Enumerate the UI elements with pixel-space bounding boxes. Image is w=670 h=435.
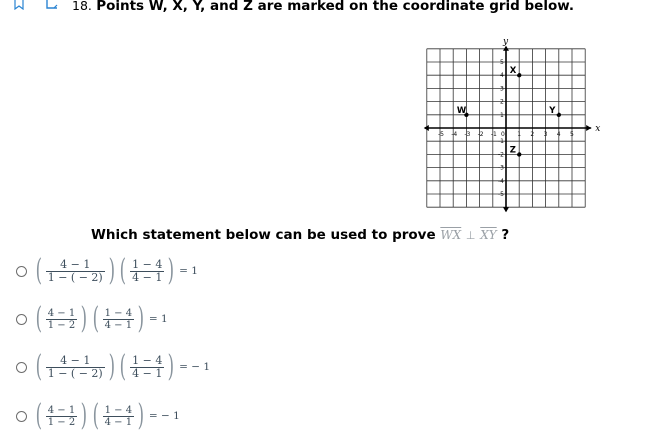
right-hand-side: = − 1 xyxy=(179,361,211,373)
left-paren: ( xyxy=(92,398,99,433)
numerator: 4 − 1 xyxy=(60,257,91,271)
bookmark-icon[interactable] xyxy=(14,0,24,10)
x-tick-label: -4 xyxy=(451,131,458,138)
choice-d-expression xyxy=(33,398,180,433)
statement-prefix: Which statement below can be used to prove xyxy=(91,227,441,243)
x-tick-label: -5 xyxy=(438,131,444,138)
x-axis-arrow-left xyxy=(424,125,429,131)
choice-d[interactable] xyxy=(16,398,180,433)
right-paren: ) xyxy=(108,253,115,288)
x-tick-label: 1 xyxy=(517,131,522,138)
choice-b[interactable] xyxy=(16,301,168,336)
denominator: 4 − 1 xyxy=(132,270,163,284)
segment-wx: $\overline{WX}$ xyxy=(440,228,462,242)
fraction-2 xyxy=(130,355,164,380)
denominator: 1 − 2 xyxy=(47,319,76,331)
left-paren: ( xyxy=(35,301,43,336)
x-tick-label: 3 xyxy=(543,131,548,138)
statement xyxy=(91,227,509,243)
choice-c[interactable] xyxy=(16,349,211,384)
choice-a[interactable] xyxy=(16,253,198,288)
y-tick-label: 2 xyxy=(500,98,504,106)
numerator: 1 − 4 xyxy=(132,353,163,367)
question-text: Points W, X, Y, and Z are marked on the coordinate grid below. xyxy=(96,0,574,14)
denominator: 4 − 1 xyxy=(104,416,133,428)
point-label-z: Z xyxy=(509,145,516,156)
fraction-2 xyxy=(103,308,134,331)
x-axis-arrow-right xyxy=(586,125,591,131)
numerator: 1 − 4 xyxy=(104,307,133,319)
right-paren: ) xyxy=(168,253,175,288)
right-hand-side: = 1 xyxy=(148,313,168,325)
left-paren: ( xyxy=(35,398,43,433)
radio-button[interactable] xyxy=(16,314,27,325)
fraction-1 xyxy=(46,308,77,331)
denominator: 1 − ( − 2) xyxy=(47,270,103,284)
radio-button[interactable] xyxy=(16,266,27,277)
denominator: 1 − 2 xyxy=(47,416,76,428)
x-tick-label: 0 xyxy=(501,131,505,138)
right-paren: ) xyxy=(137,301,145,336)
x-tick-label: 4 xyxy=(556,131,561,138)
denominator: 1 − ( − 2) xyxy=(47,366,103,380)
y-tick-label: 5 xyxy=(500,59,504,66)
coordinate-grid-svg xyxy=(418,30,602,216)
right-paren: ) xyxy=(168,349,175,384)
numerator: 4 − 1 xyxy=(47,404,76,416)
left-paren: ( xyxy=(120,253,127,288)
y-tick-label: 1 xyxy=(500,111,504,119)
x-tick-label: 5 xyxy=(570,131,574,138)
choice-c-expression xyxy=(33,349,211,384)
y-tick-label: 4 xyxy=(500,72,504,80)
denominator: 4 − 1 xyxy=(132,366,163,380)
right-paren: ) xyxy=(80,398,88,433)
radio-button[interactable] xyxy=(16,362,27,373)
left-paren: ( xyxy=(35,253,43,288)
y-axis-arrow-bottom xyxy=(503,207,509,212)
right-paren: ) xyxy=(137,398,145,433)
right-paren: ) xyxy=(108,349,115,384)
right-hand-side: = 1 xyxy=(179,265,198,277)
right-hand-side: = − 1 xyxy=(148,410,180,422)
question-number: 18. xyxy=(72,0,92,13)
x-tick-label: -2 xyxy=(477,131,484,138)
y-tick-label: -5 xyxy=(498,191,504,198)
y-tick-label: 3 xyxy=(500,85,504,93)
fraction-1 xyxy=(46,259,105,284)
statement-suffix: ? xyxy=(496,227,510,243)
denominator: 4 − 1 xyxy=(104,319,133,331)
y-tick-label: -3 xyxy=(498,164,504,172)
coordinate-grid xyxy=(418,30,602,216)
numerator: 4 − 1 xyxy=(47,307,76,319)
segment-xy: $\overline{XY}$ xyxy=(480,228,497,242)
note-icon[interactable] xyxy=(45,0,61,10)
left-paren: ( xyxy=(35,349,43,384)
y-tick-label: -2 xyxy=(498,151,504,159)
perpendicular-symbol: ⊥ xyxy=(465,229,476,242)
numerator: 4 − 1 xyxy=(60,353,91,367)
point-label-w: W xyxy=(456,105,467,116)
fraction-2 xyxy=(130,259,164,284)
choice-b-expression xyxy=(33,301,168,336)
fraction-2 xyxy=(103,405,134,428)
question-header xyxy=(72,0,574,14)
left-paren: ( xyxy=(92,301,99,336)
right-paren: ) xyxy=(80,301,88,336)
x-axis-label: x xyxy=(595,124,601,134)
radio-button[interactable] xyxy=(16,411,27,422)
fraction-1 xyxy=(46,355,105,380)
y-axis-label: y xyxy=(503,36,509,47)
x-tick-label: -3 xyxy=(464,131,471,138)
choice-a-expression xyxy=(33,253,198,288)
x-tick-label: -1 xyxy=(490,131,497,138)
y-tick-label: -4 xyxy=(498,177,504,185)
left-paren: ( xyxy=(120,349,127,384)
numerator: 1 − 4 xyxy=(132,257,163,271)
point-label-y: Y xyxy=(549,105,556,116)
x-tick-label: 2 xyxy=(530,131,535,138)
fraction-1 xyxy=(46,405,77,428)
y-tick-label: -1 xyxy=(498,138,504,146)
numerator: 1 − 4 xyxy=(104,404,133,416)
point-label-x: X xyxy=(509,66,517,77)
